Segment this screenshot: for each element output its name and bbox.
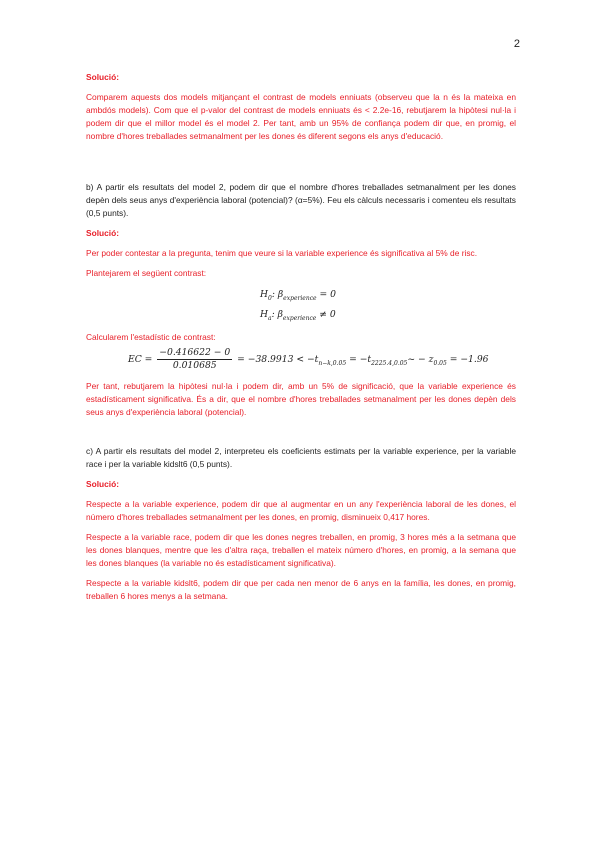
b-statistic-heading: Calcularem l'estadístic de contrast: bbox=[86, 332, 216, 342]
a-solution-text: Comparem aquests dos models mitjançant el contrast de models enniuats (observeu que la n és la mateixa en ambdós models). Com que el p-valor del contrast de models enniuats és < 2.2e-16, rebutjarem la hipòtesi nul·la i podem dir que el millor model és el model 2. Per tant, amb un 95% de confiança podem dir que, en promig, el nombre d'hores treballades setmanalment per les dones és diferent segons els anys d'educació. bbox=[86, 92, 516, 141]
ec-numerator: −0.416622 − 0 bbox=[159, 347, 231, 358]
c-experience-interpretation: Respecte a la variable experience, podem dir que al augmentar en un any l'experiència laboral de les dones, el número d'hores treballades setmanalment per les dones, en promig, disminueix 0,417 hores. bbox=[86, 499, 516, 522]
h0-hypothesis: $H_0$: $\beta_{experience} = 0$ bbox=[260, 289, 337, 302]
ec-label: EC = bbox=[128, 354, 153, 365]
c-kidslt6-interpretation: Respecte a la variable kidslt6, podem dir que per cada nen menor de 6 anys en la família, les dones, en promig, treballen 6 hores menys a la setmana. bbox=[86, 578, 516, 601]
page-number: 2 bbox=[513, 38, 520, 50]
ha-hypothesis: $H_a$: $\beta_{experience} \ne 0$ bbox=[260, 309, 336, 322]
question-c-text: c) A partir els resultats del model 2, interpreteu els coeficients estimats per la variable experience, per la variable race i per la variable kidslt6 (0,5 punts). bbox=[86, 446, 516, 469]
b-intro: Per poder contestar a la pregunta, tenim que veure si la variable experience és significativa al 5% de risc. bbox=[86, 248, 478, 258]
c-solution-heading: Solució: bbox=[86, 479, 120, 489]
a-solution-heading: Solució: bbox=[86, 72, 120, 82]
ec-denominator: 0.010685 bbox=[172, 360, 217, 371]
b-contrast-heading: Plantejarem el següent contrast: bbox=[86, 268, 207, 278]
question-b-text: b) A partir els resultats del model 2, podem dir que el nombre d'hores treballades setmanalment per les dones depèn dels seus anys d'experiència laboral (potencial)? (α=5%). Feu els càlculs necessaris i comenteu els resultats (0,5 punts). bbox=[86, 182, 516, 218]
b-solution-heading: Solució: bbox=[86, 228, 120, 238]
ec-result: = $-38.9913 < -t_{n-k,0.05}$ = $-t_{2225.4,0.05}\sim - z_{0.05} = -1.96$ bbox=[237, 354, 489, 367]
c-race-interpretation: Respecte a la variable race, podem dir que les dones negres treballen, en promig, 3 hores més a la setmana que les dones blanques, mentre que les d'altra raça, treballen el mateix número d'hores, en promig, a la semana que les dones blanques (la variable no és estadísticament significativa). bbox=[86, 532, 516, 568]
b-conclusion: Per tant, rebutjarem la hipòtesi nul·la i podem dir, amb un 5% de significació, que la variable experience és estadísticament significativa. És a dir, que el nombre d'hores treballades setmanalment per les dones depèn dels seus anys d'experiència laboral (potencial). bbox=[86, 381, 516, 417]
test-statistic-equation bbox=[128, 347, 489, 372]
ec-fraction bbox=[157, 347, 232, 372]
